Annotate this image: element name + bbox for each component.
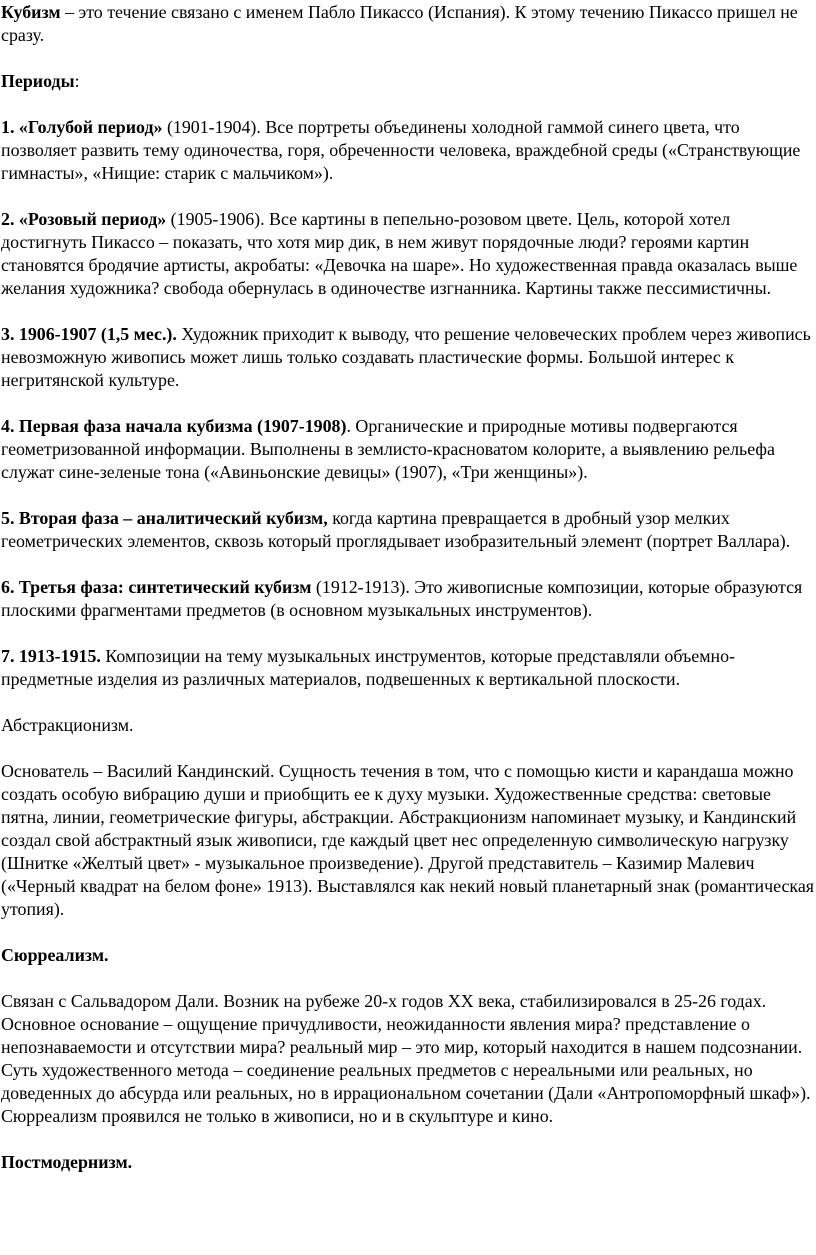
surrealism-heading <box>1 944 816 967</box>
period-title: 3. 1906-1907 (1,5 мес.). <box>1 324 177 344</box>
period-text: (1901-1904). Все портреты объединены холодной гаммой синего цвета, что позволяет развить тему одиночества, горя, обреченности человека, враждебной среды («Странствующие гимнасты», «Нищие: старик с мальчиком»). <box>1 117 801 183</box>
period-paragraph-6 <box>1 576 816 622</box>
period-paragraph-5 <box>1 507 816 553</box>
period-paragraph-4 <box>1 415 816 484</box>
periods-heading-suffix: : <box>74 71 80 91</box>
period-text: Композиции на тему музыкальных инструментов, которые представляли объемно-предметные изделия из различных материалов, подвешенных к вертикальной плоскости. <box>1 646 736 689</box>
period-title: 5. Вторая фаза – аналитический кубизм, <box>1 508 328 528</box>
postmodernism-heading <box>1 1151 816 1174</box>
periods-heading <box>1 70 816 93</box>
period-text: Художник приходит к выводу, что решение человеческих проблем через живопись невозможную живопись может лишь только создавать пластические формы. Большой интерес к негритянской культуре. <box>1 324 811 390</box>
period-paragraph-2 <box>1 208 816 300</box>
period-title: 1. «Голубой период» <box>1 117 163 137</box>
period-title: 2. «Розовый период» <box>1 209 167 229</box>
intro-text: – это течение связано с именем Пабло Пикассо (Испания). К этому течению Пикассо пришел не сразу. <box>1 2 798 45</box>
surrealism-paragraph: Связан с Сальвадором Дали. Возник на рубеже 20-х годов XX века, стабилизировался в 25-26 годах. Основное основание – ощущение причудливости, неожиданности явления мира? представление о непознаваемости и отсутствии мира? реальный мир – это мир, который находится в нашем подсознании. Суть художественного метода – соединение реальных предметов с нереальными или реальных, но доведенных до абсурда или реальных, но в иррациональном сочетании (Дали «Антропоморфный шкаф»). Сюрреализм проявился не только в живописи, но и в скульптуре и кино. <box>1 991 811 1126</box>
period-text: (1905-1906). Все картины в пепельно-розовом цвете. Цель, которой хотел достигнуть Пикассо – показать, что хотя мир дик, в нем живут порядочные люди? героями картин становятся бродячие артисты, акробаты: «Девочка на шаре». Но художественная правда оказалась выше желания художника? свобода обернулась в одиночестве изгнанника. Картины также пессимистичны. <box>1 209 798 298</box>
postmodernism-heading-label: Постмодернизм. <box>1 1152 133 1172</box>
period-paragraph-1 <box>1 116 816 185</box>
intro-term: Кубизм <box>1 2 61 22</box>
period-text: (1912-1913). Это живописные композиции, которые образуются плоскими фрагментами предметов (в основном музыкальных инструментов). <box>1 577 803 620</box>
period-title: 4. Первая фаза начала кубизма (1907-1908) <box>1 416 347 436</box>
periods-heading-label: Периоды <box>1 71 75 91</box>
period-title: 6. Третья фаза: синтетический кубизм <box>1 577 312 597</box>
period-title: 7. 1913-1915. <box>1 646 101 666</box>
surrealism-heading-label: Сюрреализм. <box>1 945 109 965</box>
period-text: когда картина превращается в дробный узор мелких геометрических элементов, сквозь который проглядывает изобразительный элемент (портрет Валлара). <box>1 508 791 551</box>
intro-paragraph <box>1 1 816 47</box>
abstractionism-paragraph: Основатель – Василий Кандинский. Сущность течения в том, что с помощью кисти и карандаша можно создать особую вибрацию души и приобщить ее к духу музыки. Художественные средства: световые пятна, линии, геометрические фигуры, абстракции. Абстракционизм напоминает музыку, и Кандинский создал свой абстрактный язык живописи, где каждый цвет нес определенную символическую нагрузку (Шнитке «Желтый цвет» - музыкальное произведение). Другой представитель – Казимир Малевич («Черный квадрат на белом фоне» 1913). Выставлялся как некий новый планетарный знак (романтическая утопия). <box>1 761 814 919</box>
period-paragraph-7 <box>1 645 816 691</box>
period-text: . Органические и природные мотивы подвергаются геометризованной информации. Выполнены в землисто-красноватом колорите, а выявлению рельефа служат сине-зеленые тона («Авиньонские девицы» (1907), «Три женщины»). <box>1 416 775 482</box>
abstractionism-heading: Абстракционизм. <box>1 715 134 735</box>
period-paragraph-3 <box>1 323 816 392</box>
